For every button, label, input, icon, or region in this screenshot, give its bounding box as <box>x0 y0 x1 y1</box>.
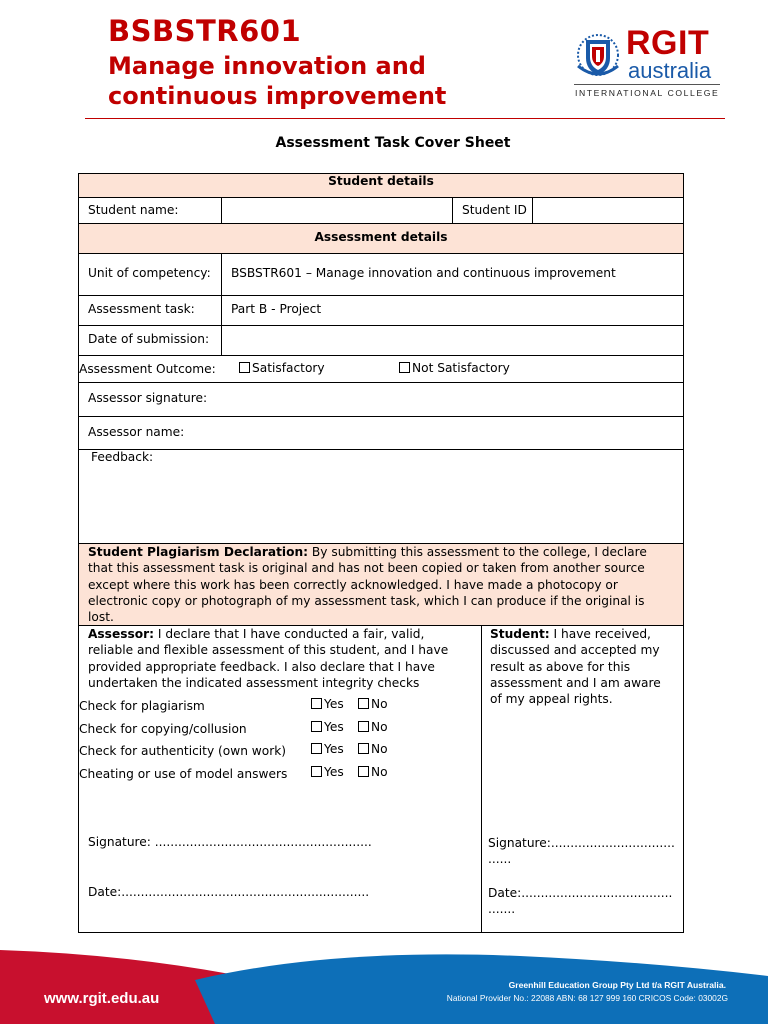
check-copying-no-checkbox[interactable] <box>358 721 369 732</box>
plagiarism-declaration <box>79 544 683 626</box>
logo-subtitle: australia <box>628 58 712 83</box>
student-name-field[interactable] <box>222 198 451 223</box>
student-heading: Student: <box>490 627 550 641</box>
yes-label: Yes <box>324 742 344 756</box>
student-name-label: Student name: <box>88 203 179 217</box>
student-date-line[interactable] <box>488 885 682 918</box>
plagiarism-line2: that this assessment task is original and has not been copied or taken from another source <box>88 561 645 576</box>
logo-tagline: INTERNATIONAL COLLEGE <box>575 88 720 98</box>
rgit-logo <box>572 24 722 102</box>
check-cheating-yes[interactable] <box>311 765 344 779</box>
yes-label: Yes <box>324 720 344 734</box>
yes-label: Yes <box>324 765 344 779</box>
page-header <box>0 0 768 120</box>
student-line1: I have received, <box>549 627 651 641</box>
not-satisfactory-checkbox[interactable] <box>399 362 410 373</box>
feedback-label: Feedback: <box>91 450 154 464</box>
plagiarism-line1: By submitting this assessment to the college, I declare <box>308 545 647 559</box>
sheet-title: Assessment Task Cover Sheet <box>275 135 511 151</box>
registration-line: National Provider No.: 22088 ABN: 68 127 999 160 CRICOS Code: 03002G <box>446 993 728 1003</box>
student-declaration <box>490 626 680 707</box>
student-signature-line[interactable] <box>488 835 682 868</box>
check-plagiarism-no-checkbox[interactable] <box>358 698 369 709</box>
assessment-details-header <box>79 224 683 254</box>
check-authenticity-label: Check for authenticity (own work) <box>79 744 287 758</box>
website-link[interactable]: www.rgit.edu.au <box>44 990 160 1007</box>
assessor-line3: provided appropriate feedback. I also declare that I have <box>88 659 435 674</box>
student-id-label: Student ID <box>462 203 527 217</box>
satisfactory-label: Satisfactory <box>252 361 325 375</box>
page-footer <box>0 940 768 1024</box>
student-id-field[interactable] <box>533 198 683 223</box>
assessor-line1: I declare that I have conducted a fair, valid, <box>153 627 425 641</box>
assessor-heading: Assessor: <box>88 627 154 641</box>
header-rule <box>85 118 725 119</box>
check-cheating-yes-checkbox[interactable] <box>311 766 322 777</box>
plagiarism-line3: except where this work has been correctly acknowledged. I have made a photocopy or <box>88 577 618 592</box>
student-name-row <box>79 198 683 224</box>
no-label: No <box>371 697 388 711</box>
assessment-outcome-label: Assessment Outcome: <box>79 362 216 376</box>
assessor-line4: undertaken the indicated assessment integrity checks <box>88 675 420 690</box>
check-copying-label: Check for copying/collusion <box>79 722 247 736</box>
check-cheating-label: Cheating or use of model answers <box>79 767 288 781</box>
no-label: No <box>371 742 388 756</box>
student-date-dots: Date:....................................... <box>488 886 673 900</box>
yes-label: Yes <box>324 697 344 711</box>
check-authenticity-yes[interactable] <box>311 742 344 756</box>
student-signature-dots-cont: ...... <box>488 852 512 867</box>
student-signature-dots: Signature:................................ <box>488 836 675 850</box>
check-plagiarism-yes-checkbox[interactable] <box>311 698 322 709</box>
check-authenticity-no-checkbox[interactable] <box>358 743 369 754</box>
student-line2: discussed and accepted my <box>490 643 660 658</box>
assessment-task-row <box>79 296 683 326</box>
company-name: Greenhill Education Group Pty Ltd t/a RGIT Australia. <box>508 980 726 990</box>
company-line <box>509 980 726 990</box>
unit-title-line2: continuous improvement <box>108 82 447 110</box>
assessment-task-label: Assessment task: <box>88 302 195 316</box>
student-details-heading: Student details <box>328 174 434 188</box>
student-line4: assessment and I am aware <box>490 675 661 690</box>
unit-code: BSBSTR601 <box>108 14 302 48</box>
unit-row <box>79 254 683 296</box>
assessor-declaration <box>88 626 478 691</box>
student-date-dots-cont: ....... <box>488 902 516 917</box>
check-cheating-no-checkbox[interactable] <box>358 766 369 777</box>
assessment-task-value: Part B - Project <box>231 302 322 316</box>
student-line3: result as above for this <box>490 659 631 674</box>
assessment-details-heading: Assessment details <box>314 230 448 244</box>
unit-value: BSBSTR601 – Manage innovation and continuous improvement <box>231 266 616 280</box>
assessor-signature-label: Assessor signature: <box>88 391 208 405</box>
submission-date-row <box>79 326 683 356</box>
check-copying-yes-checkbox[interactable] <box>311 721 322 732</box>
assessor-line2: reliable and flexible assessment of this student, and I have <box>88 643 449 658</box>
assessor-date-line[interactable]: Date:................................................................ <box>88 885 370 899</box>
outcome-satisfactory-option[interactable] <box>239 361 325 375</box>
check-cheating-no[interactable] <box>358 765 388 779</box>
assessor-name-label: Assessor name: <box>88 425 185 439</box>
not-satisfactory-label: Not Satisfactory <box>412 361 510 375</box>
check-plagiarism-label: Check for plagiarism <box>79 699 205 713</box>
check-copying-yes[interactable] <box>311 720 344 734</box>
assessor-name-row[interactable] <box>79 417 683 450</box>
logo-name: RGIT <box>626 24 710 62</box>
feedback-row[interactable] <box>79 450 683 544</box>
cover-sheet-form <box>78 173 684 933</box>
check-plagiarism-yes[interactable] <box>311 697 344 711</box>
check-plagiarism-no[interactable] <box>358 697 388 711</box>
check-copying-no[interactable] <box>358 720 388 734</box>
no-label: No <box>371 765 388 779</box>
assessment-outcome-row <box>79 356 683 383</box>
satisfactory-checkbox[interactable] <box>239 362 250 373</box>
unit-title-line1: Manage innovation and <box>108 52 426 80</box>
outcome-not-satisfactory-option[interactable] <box>399 361 510 375</box>
student-details-header <box>79 174 683 198</box>
student-line5: of my appeal rights. <box>490 692 613 707</box>
assessor-signature-row[interactable] <box>79 383 683 417</box>
declarations-section <box>79 626 683 932</box>
submission-date-field[interactable] <box>222 326 683 355</box>
submission-date-label: Date of submission: <box>88 332 210 346</box>
plagiarism-heading: Student Plagiarism Declaration: <box>88 545 309 559</box>
unit-label: Unit of competency: <box>88 266 211 280</box>
logo-divider <box>574 84 720 85</box>
plagiarism-line4: electronic copy or photograph of my assessment task, which I can produce if the original is <box>88 593 645 608</box>
plagiarism-line5: lost. <box>88 610 114 625</box>
crest-icon <box>572 30 624 80</box>
check-authenticity-yes-checkbox[interactable] <box>311 743 322 754</box>
no-label: No <box>371 720 388 734</box>
check-authenticity-no[interactable] <box>358 742 388 756</box>
assessor-signature-line[interactable]: Signature: ........................................................ <box>88 835 372 849</box>
